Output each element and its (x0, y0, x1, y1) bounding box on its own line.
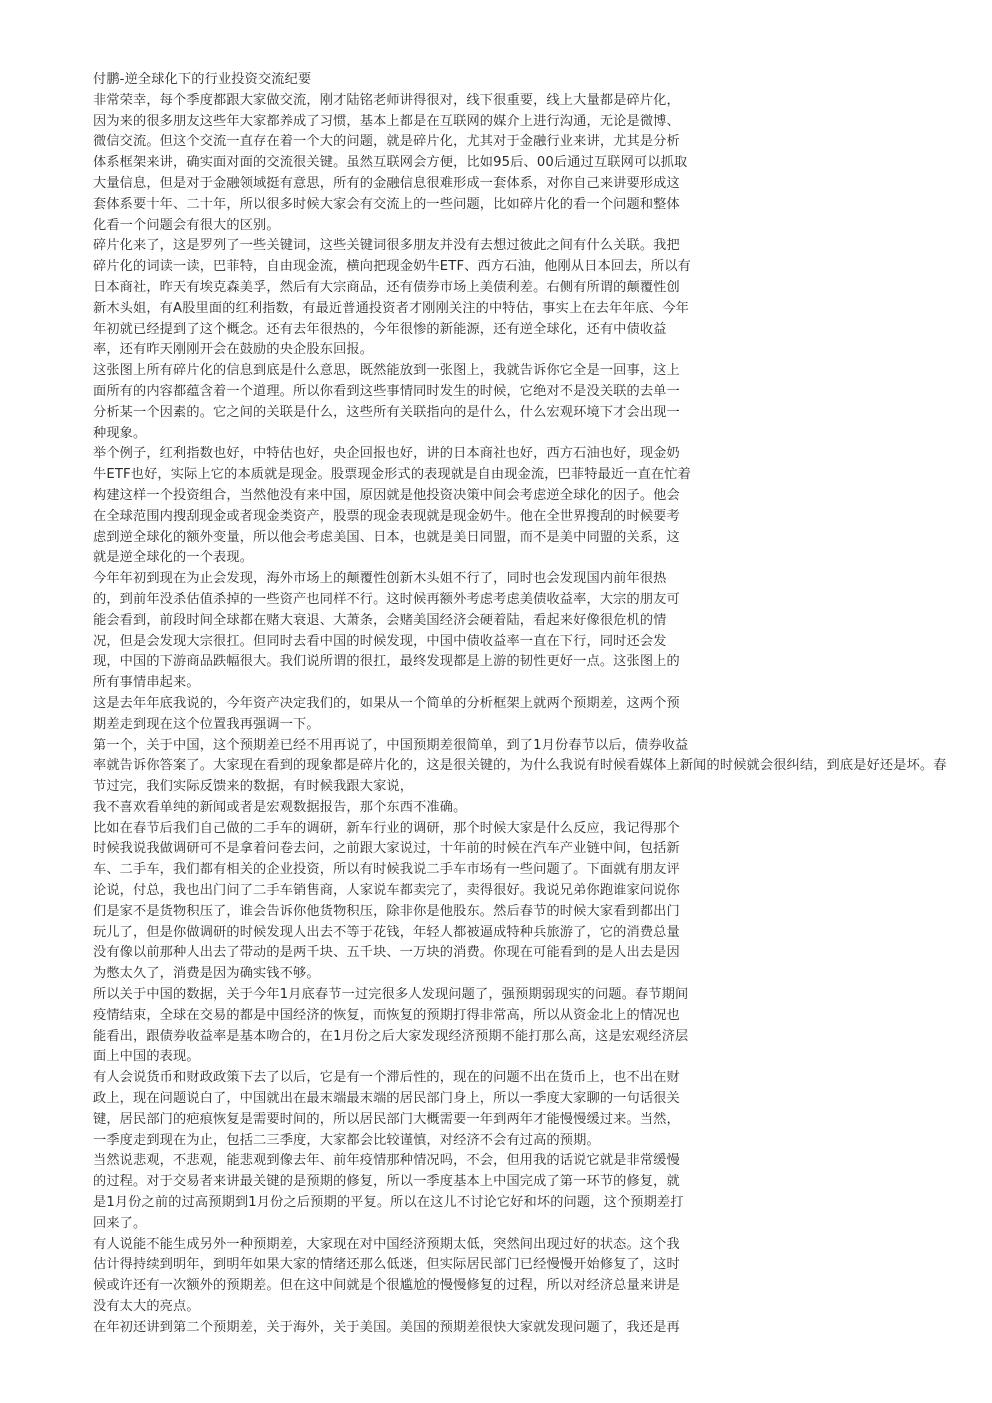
text-line: 能会看到，前段时间全球都在赌大衰退、大萧条，会赌美国经济会硬着陆，看起来好像很危机的情 (93, 612, 667, 628)
text-line: 今年年初到现在为止会发现，海外市场上的颠覆性创新木头姐不行了，同时也会发现国内前年很热 (93, 571, 667, 587)
text-line: 为憋太久了，消费是因为确实钱不够。 (93, 966, 320, 982)
text-line: 节过完，我们实际反馈来的数据，有时候我跟大家说， (93, 779, 414, 795)
text-line: 所以关于中国的数据，关于今年1月底春节一过完很多人发现问题了，强预期弱现实的问题。春节期间 (93, 987, 689, 1003)
text-line: 政上，现在问题说白了，中国就出在最末端最末端的居民部门身上，所以一季度大家聊的一句话很关 (93, 1091, 680, 1107)
text-line: 没有太大的亮点。 (93, 1299, 200, 1315)
text-line: 举个例子，红利指数也好，中特估也好，央企回报也好，讲的日本商社也好，西方石油也好，现金奶 (93, 446, 680, 462)
text-line: 虑到逆全球化的额外变量，所以他会考虑美国、日本，也就是美日同盟，而不是美中同盟的关系，这 (93, 529, 680, 545)
document-title: 付鹏-逆全球化下的行业投资交流纪要 (93, 72, 312, 87)
text-line: 就是逆全球化的一个表现。 (93, 550, 254, 566)
text-line: 论说，付总，我也出门问了二手车销售商，人家说车都卖完了，卖得很好。我说兄弟你跑谁家问说你 (93, 883, 680, 899)
document-page (93, 70, 973, 1339)
text-line: 化看一个问题会有很大的区别。 (93, 217, 280, 233)
text-line: 键，居民部门的疤痕恢复是需要时间的，所以居民部门大概需要一年到两年才能慢慢缓过来。当然， (93, 1111, 680, 1127)
text-line: 面上中国的表现。 (93, 1049, 200, 1065)
text-line: 这张图上所有碎片化的信息到底是什么意思，既然能放到一张图上，我就告诉你它全是一回事，这上 (93, 363, 680, 379)
text-line: 比如在春节后我们自己做的二手车的调研，新车行业的调研，那个时候大家是什么反应，我记得那个 (93, 820, 680, 836)
text-line: 新木头姐，有A股里面的红利指数，有最近普通投资者才刚刚关注的中特估，事实上在去年年底、今年 (93, 300, 690, 316)
text-line: 碎片化来了，这是罗列了一些关键词，这些关键词很多朋友并没有去想过彼此之间有什么关联。我把 (93, 238, 680, 254)
text-line: 现，中国的下游商品跌幅很大。我们说所谓的很扛，最终发现都是上游的韧性更好一点。这张图上的 (93, 654, 680, 670)
text-line: 第一个，关于中国，这个预期差已经不用再说了，中国预期差很简单，到了1月份春节以后，债券收益 (93, 737, 689, 753)
text-line: 体系框架来讲，确实面对面的交流很关键。虽然互联网会方便，比如95后、00后通过互联网可以抓取 (93, 155, 688, 171)
text-line: 是1月份之前的过高预期到1月份之后预期的平复。所以在这儿不讨论它好和坏的问题，这个预期差打 (93, 1195, 684, 1211)
text-line: 况，但是会发现大宗很扛。但同时去看中国的时候发现，中国中债收益率一直在下行，同时还会发 (93, 633, 667, 649)
text-line: 套体系要十年、二十年，所以很多时候大家会有交流上的一些问题，比如碎片化的看一个问题和整体 (93, 196, 680, 212)
text-line: 有人说能不能生成另外一种预期差，大家现在对中国经济预期太低，突然间出现过好的状态。这个我 (93, 1236, 680, 1252)
text-line: 牛ETF也好，实际上它的本质就是现金。股票现金形式的表现就是自由现金流，巴菲特最近一直在忙着 (93, 467, 691, 483)
text-line: 期差走到现在这个位置我再强调一下。 (93, 716, 320, 732)
text-line: 们是家不是货物积压了，谁会告诉你他货物积压，除非你是他股东。然后春节的时候大家看到都出门 (93, 903, 680, 919)
text-line: 种现象。 (93, 425, 147, 441)
text-line: 没有像以前那种人出去了带动的是两千块、五千块、一万块的消费。你现在可能看到的是人出去是因 (93, 945, 680, 961)
text-line: 年初就已经提到了这个概念。还有去年很热的，今年很惨的新能源，还有逆全球化，还有中债收益 (93, 321, 667, 337)
text-line: 车、二手车，我们都有相关的企业投资，所以有时候我说二手车市场有一些问题了。下面就有朋友评 (93, 862, 680, 878)
text-line: 日本商社，昨天有埃克森美孚，然后有大宗商品，还有债券市场上美债利差。右侧有所谓的颠覆性创 (93, 279, 680, 295)
text-line: 的过程。对于交易者来讲最关键的是预期的修复，所以一季度基本上中国完成了第一环节的修复，就 (93, 1174, 680, 1190)
text-line: 碎片化的词读一读，巴菲特，自由现金流，横向把现金奶牛ETF、西方石油，他刚从日本回去，所以有 (93, 259, 691, 275)
text-line: 的，到前年没杀估值杀掉的一些资产也同样不行。这时候再额外考虑考虑美债收益率，大宗的朋友可 (93, 591, 680, 607)
text-line: 非常荣幸，每个季度都跟大家做交流，刚才陆铭老师讲得很对，线下很重要，线上大量都是碎片化， (93, 92, 680, 108)
text-line: 率，还有昨天刚刚开会在鼓励的央企股东回报。 (93, 342, 374, 358)
text-line: 微信交流。但这个交流一直存在着一个大的问题，就是碎片化，尤其对于金融行业来讲，尤其是分析 (93, 134, 680, 150)
text-line: 估计得持续到明年，到明年如果大家的情绪还那么低迷，但实际居民部门已经慢慢开始修复了，这时 (93, 1257, 680, 1273)
text-line: 因为来的很多朋友这些年大家都养成了习惯，基本上都是在互联网的媒介上进行沟通，无论是微博、 (93, 113, 680, 129)
text-line: 面所有的内容都蕴含着一个道理。所以你看到这些事情同时发生的时候，它绝对不是没关联的去单一 (93, 383, 680, 399)
text-line: 所有事情串起来。 (93, 675, 200, 691)
text-line: 疫情结束，全球在交易的都是中国经济的恢复，而恢复的预期打得非常高，所以从资金北上的情况也 (93, 1007, 680, 1023)
text-line: 当然说悲观，不悲观，能悲观到像去年、前年疫情那种情况吗，不会，但用我的话说它就是非常缓慢 (93, 1153, 680, 1169)
text-line: 这是去年年底我说的，今年资产决定我们的，如果从一个简单的分析框架上就两个预期差，这两个预 (93, 695, 680, 711)
text-line: 在年初还讲到第二个预期差，关于海外，关于美国。美国的预期差很快大家就发现问题了，我还是再 (93, 1319, 680, 1335)
text-line: 在全球范围内搜刮现金或者现金类资产，股票的现金表现就是现金奶牛。他在全世界搜刮的时候要考 (93, 508, 680, 524)
text-line: 大量信息，但是对于金融领域挺有意思，所有的金融信息很难形成一套体系，对你自己来讲要形成这 (93, 175, 680, 191)
text-line: 候或许还有一次额外的预期差。但在这中间就是个很尴尬的慢慢修复的过程，所以对经济总量来讲是 (93, 1278, 680, 1294)
text-line: 能看出，跟债券收益率是基本吻合的，在1月份之后大家发现经济预期不能打那么高，这是宏观经济层 (93, 1028, 689, 1044)
text-line: 率就告诉你答案了。大家现在看到的现象都是碎片化的，这是很关键的，为什么我说有时候看媒体上新闻的时候就会很纠结，到底是好还是坏。春 (93, 758, 947, 774)
text-line: 构建这样一个投资组合，当然他没有来中国，原因就是他投资决策中间会考虑逆全球化的因子。他会 (93, 487, 680, 503)
text-line: 分析某一个因素的。它之间的关联是什么，这些所有关联指向的是什么，什么宏观环境下才会出现一 (93, 404, 680, 420)
text-line: 回来了。 (93, 1215, 147, 1231)
text-line: 我不喜欢看单纯的新闻或者是宏观数据报告，那个东西不准确。 (93, 799, 467, 815)
text-line: 玩儿了，但是你做调研的时候发现人出去不等于花钱，年轻人都被逼成特种兵旅游了，它的消费总量 (93, 924, 680, 940)
text-line: 有人会说货币和财政政策下去了以后，它是有一个滞后性的，现在的问题不出在货币上，也不出在财 (93, 1070, 680, 1086)
text-line: 时候我说我做调研可不是拿着问卷去问，之前跟大家说过，十年前的时候在汽车产业链中间，包括新 (93, 841, 680, 857)
text-line: 一季度走到现在为止，包括二三季度，大家都会比较谨慎，对经济不会有过高的预期。 (93, 1132, 600, 1148)
